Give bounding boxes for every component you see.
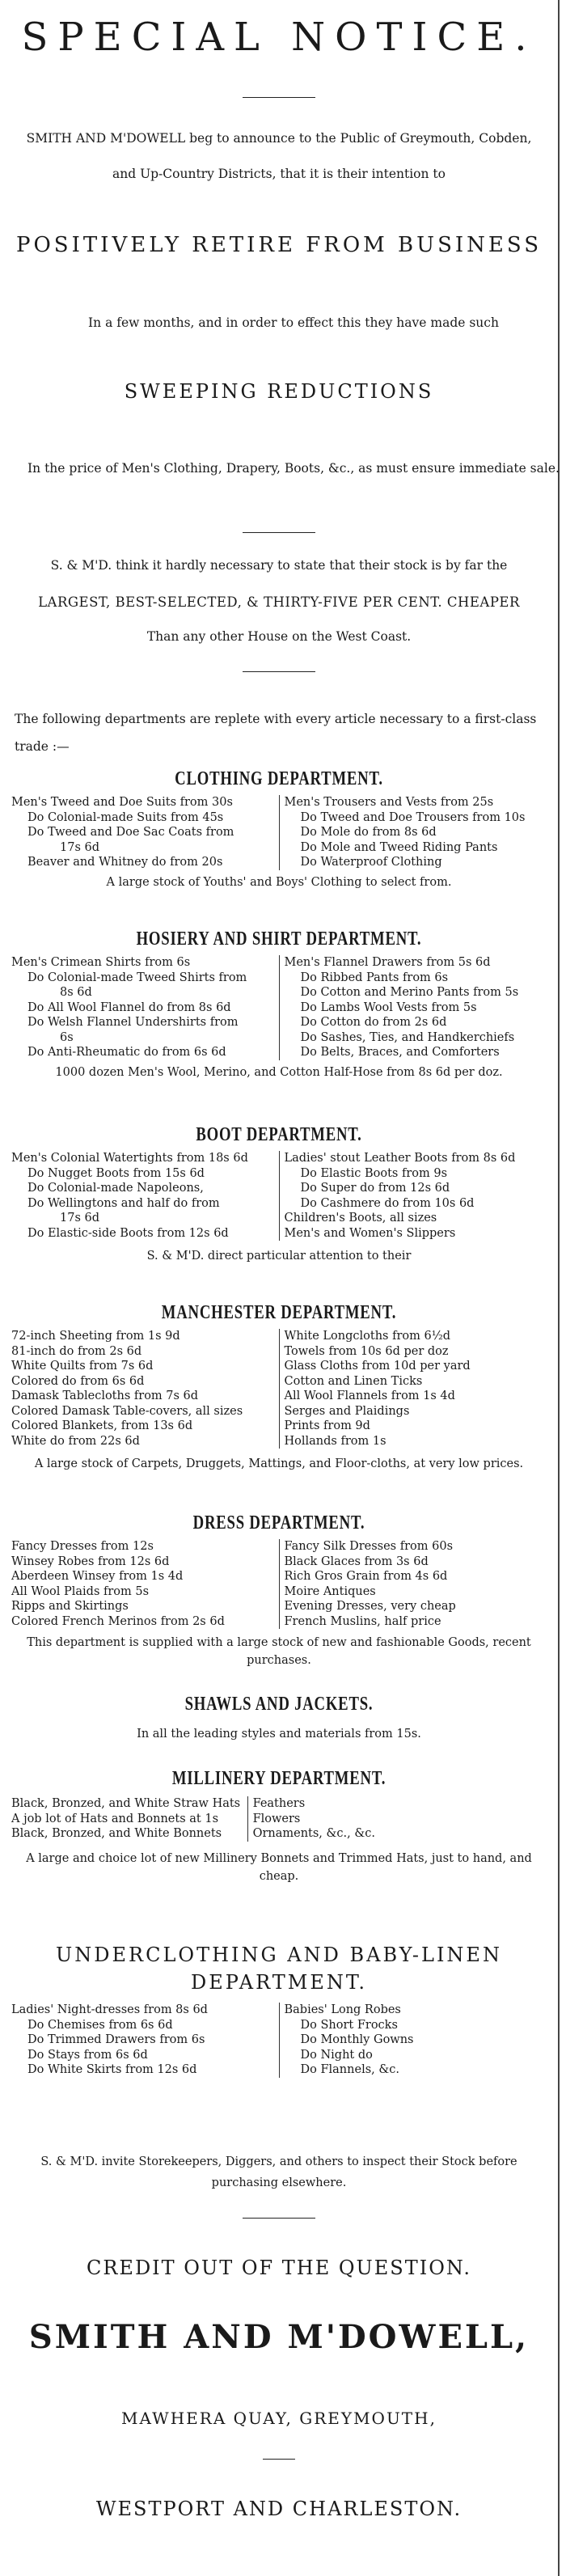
list-item: Do All Wool Flannel do from 8s 6d (27, 1000, 231, 1014)
list-item: Do Colonial-made Napoleons, (27, 1182, 204, 1195)
stock-block (0, 555, 558, 647)
invite-line: S. & M'D. invite Storekeepers, Diggers, and others to inspect their Stock before purchasing elsewhere. (40, 2155, 517, 2189)
list-item: Do Flannels, &c. (300, 2063, 399, 2076)
boot-left-column (6, 1151, 279, 1241)
list-item: Beaver and Whitney do from 20s (27, 856, 223, 869)
list-item: 6s (60, 1030, 74, 1044)
list-item: Towels from 10s 6d per doz (284, 1344, 449, 1358)
manchester-title: MANCHESTER DEPARTMENT. (161, 1302, 397, 1323)
list-item: Aberdeen Winsey from 1s 4d (11, 1570, 184, 1583)
list-item: Do Colonial-made Tweed Shirts from (27, 971, 247, 984)
intro (0, 128, 558, 184)
address-line: MAWHERA QUAY, GREYMOUTH, (121, 2409, 437, 2428)
list-item: Flowers (252, 1812, 301, 1825)
dress-department (0, 1512, 558, 1669)
list-item: Black Glaces from 3s 6d (284, 1554, 429, 1568)
hosiery-right-column (279, 955, 552, 1060)
header (0, 0, 558, 60)
boot-department (0, 1124, 558, 1265)
list-item: 17s 6d (60, 1212, 100, 1225)
boot-note: S. & M'D. direct particular attention to their (146, 1250, 412, 1263)
millinery-department (0, 1768, 558, 1885)
list-item: Do Cotton do from 2s 6d (300, 1016, 447, 1029)
clothing-left-column (6, 795, 279, 870)
millinery-left-column (6, 1796, 247, 1842)
list-item: Do Chemises from 6s 6d (27, 2018, 173, 2032)
list-item: Do Waterproof Clothing (300, 856, 442, 869)
list-item: All Wool Flannels from 1s 4d (284, 1390, 455, 1402)
list-item: Do Elastic-side Boots from 12s 6d (27, 1226, 229, 1240)
list-item: Rich Gros Grain from 4s 6d (284, 1570, 448, 1583)
sweeping-heading: SWEEPING REDUCTIONS (124, 380, 434, 403)
underclothing-right-column (279, 2003, 552, 2078)
list-item: Men's Tweed and Doe Suits from 30s (11, 796, 233, 809)
list-item: Do Cashmere do from 10s 6d (300, 1196, 475, 1210)
list-item: Do Stays from 6s 6d (27, 2048, 148, 2062)
list-item: Do Ribbed Pants from 6s (300, 971, 449, 984)
millinery-title: MILLINERY DEPARTMENT. (171, 1768, 386, 1789)
list-item: Do Colonial-made Suits from 45s (27, 810, 224, 824)
dress-right-column (279, 1539, 552, 1629)
list-item: 81-inch do from 2s 6d (11, 1344, 142, 1358)
list-item: Do Trimmed Drawers from 6s (27, 2033, 205, 2046)
millinery-note: A large and choice lot of new Millinery Bonnets and Trimmed Hats, just to hand, and cheap. (26, 1851, 532, 1883)
list-item: Ladies' stout Leather Boots from 8s 6d (284, 1152, 516, 1165)
list-item: Do Mole do from 8s 6d (300, 826, 437, 839)
list-item: Winsey Robes from 12s 6d (11, 1554, 170, 1568)
boot-right-column (279, 1151, 552, 1241)
list-item: Hollands from 1s (284, 1434, 386, 1448)
list-item: Colored do from 6s 6d (11, 1374, 145, 1388)
list-item: White do from 22s 6d (11, 1434, 140, 1448)
list-item: Babies' Long Robes (284, 2003, 401, 2016)
retire-heading: POSITIVELY RETIRE FROM BUSINESS (15, 233, 543, 257)
hosiery-note: 1000 dozen Men's Wool, Merino, and Cotton Half-Hose from 8s 6d per doz. (55, 1065, 503, 1079)
list-item: French Muslins, half price (284, 1614, 441, 1628)
departments-intro-text: The following departments are replete with every article necessary to a first-class trade :— (15, 712, 537, 754)
list-item: Do Elastic Boots from 9s (300, 1166, 448, 1180)
manchester-department (0, 1302, 558, 1473)
boot-title: BOOT DEPARTMENT. (196, 1124, 362, 1145)
list-item: Evening Dresses, very cheap (284, 1600, 456, 1613)
underclothing-department (0, 1941, 558, 2078)
clothing-right-column (279, 795, 552, 870)
list-item: 8s 6d (60, 986, 92, 999)
list-item: Prints from 9d (284, 1419, 370, 1432)
list-item: Do Anti-Rheumatic do from 6s 6d (27, 1046, 226, 1059)
list-item: White Quilts from 7s 6d (11, 1360, 154, 1373)
list-item: Do Night do (300, 2048, 373, 2062)
list-item: Do Wellingtons and half do from (27, 1196, 220, 1210)
list-item: Men's Flannel Drawers from 5s 6d (284, 956, 491, 969)
list-item: Colored Damask Table-covers, all sizes (11, 1404, 243, 1418)
list-item: Do Monthly Gowns (300, 2033, 414, 2046)
list-item: White Longcloths from 6½d (284, 1330, 451, 1343)
list-item: Colored French Merinos from 2s 6d (11, 1614, 225, 1628)
divider (263, 2459, 295, 2460)
list-item: Ornaments, &c., &c. (252, 1827, 376, 1840)
manchester-left-column (6, 1329, 279, 1449)
list-item: Ladies' Night-dresses from 8s 6d (11, 2003, 208, 2016)
list-item: Men's Trousers and Vests from 25s (284, 796, 494, 809)
divider (243, 532, 315, 533)
divider (243, 671, 315, 672)
dress-title: DRESS DEPARTMENT. (192, 1512, 365, 1533)
firm-name: SMITH AND M'DOWELL, (28, 2318, 530, 2356)
list-item: Serges and Plaidings (284, 1404, 410, 1418)
stock-line-3: Than any other House on the West Coast. (146, 629, 412, 644)
list-item: Do Welsh Flannel Undershirts from (27, 1016, 239, 1029)
millinery-right-column (247, 1796, 551, 1842)
list-item: A job lot of Hats and Bonnets at 1s (11, 1812, 219, 1825)
page-title: SPECIAL NOTICE. (21, 15, 537, 60)
branches-line: WESTPORT AND CHARLESTON. (95, 2498, 463, 2520)
list-item: Black, Bronzed, and White Bonnets (11, 1827, 222, 1840)
divider (243, 2218, 315, 2219)
list-item: Men's and Women's Slippers (284, 1226, 456, 1240)
list-item: Fancy Silk Dresses from 60s (284, 1540, 454, 1553)
list-item: Ripps and Skirtings (11, 1600, 129, 1613)
list-item: Glass Cloths from 10d per yard (284, 1360, 471, 1373)
list-item: Feathers (252, 1797, 306, 1810)
list-item: Do Lambs Wool Vests from 5s (300, 1000, 477, 1014)
intro-line-2: and Up-Country Districts, that it is their intention to (112, 167, 446, 181)
credit-heading: CREDIT OUT OF THE QUESTION. (86, 2257, 471, 2279)
months-line: In a few months, and in order to effect this they have made such (88, 315, 499, 330)
list-item: Do Super do from 12s 6d (300, 1182, 450, 1195)
list-item: Do Tweed and Doe Sac Coats from (27, 826, 234, 839)
list-item: Do Short Frocks (300, 2018, 398, 2032)
list-item: Moire Antiques (284, 1584, 376, 1598)
list-item: 72-inch Sheeting from 1s 9d (11, 1330, 180, 1343)
divider (243, 97, 315, 98)
manchester-right-column (279, 1329, 552, 1449)
hosiery-left-column (6, 955, 279, 1060)
departments-intro (0, 705, 558, 760)
list-item: All Wool Plaids from 5s (11, 1584, 150, 1598)
list-item: Do Nugget Boots from 15s 6d (27, 1166, 205, 1180)
list-item: Black, Bronzed, and White Straw Hats (11, 1797, 241, 1810)
clothing-title: CLOTHING DEPARTMENT. (175, 768, 383, 789)
list-item: Do Sashes, Ties, and Handkerchiefs (300, 1030, 515, 1044)
list-item: Colored Blankets, from 13s 6d (11, 1419, 193, 1432)
list-item: Do White Skirts from 12s 6d (27, 2063, 197, 2076)
list-item: Do Tweed and Doe Trousers from 10s (300, 810, 526, 824)
clothing-department (0, 768, 558, 891)
list-item: Fancy Dresses from 12s (11, 1540, 154, 1553)
list-item: Damask Tablecloths from 7s 6d (11, 1390, 199, 1402)
shawls-department (0, 1694, 558, 1743)
list-item: Children's Boots, all sizes (284, 1212, 437, 1225)
stock-line-1: S. & M'D. think it hardly necessary to state that their stock is by far the (50, 558, 508, 573)
list-item: Men's Colonial Watertights from 18s 6d (11, 1152, 248, 1165)
underclothing-left-column (6, 2003, 279, 2078)
price-line: In the price of Men's Clothing, Drapery, Boots, &c., as must ensure immediate sale. (27, 461, 560, 476)
clothing-note: A large stock of Youths' and Boys' Clothing to select from. (106, 875, 452, 889)
list-item: Do Cotton and Merino Pants from 5s (300, 986, 519, 999)
shawls-title: SHAWLS AND JACKETS. (184, 1694, 374, 1715)
dress-left-column (6, 1539, 279, 1629)
stock-line-2: LARGEST, BEST-SELECTED, & THIRTY-FIVE PER CENT. CHEAPER (38, 594, 520, 610)
hosiery-title: HOSIERY AND SHIRT DEPARTMENT. (136, 928, 422, 950)
list-item: Men's Crimean Shirts from 6s (11, 956, 191, 969)
underclothing-title: UNDERCLOTHING AND BABY-LINEN DEPARTMENT. (56, 1944, 502, 1994)
dress-note: This department is supplied with a large stock of new and fashionable Goods, recent purchases. (27, 1636, 531, 1667)
shawls-note: In all the leading styles and materials from 15s. (137, 1728, 421, 1741)
list-item: Cotton and Linen Ticks (284, 1374, 423, 1388)
hosiery-department (0, 928, 558, 1081)
intro-line-1: SMITH AND M'DOWELL beg to announce to the Public of Greymouth, Cobden, (26, 131, 532, 146)
list-item: 17s 6d (60, 840, 100, 854)
list-item: Do Belts, Braces, and Comforters (300, 1046, 500, 1059)
manchester-note: A large stock of Carpets, Druggets, Mattings, and Floor-cloths, at very low prices. (34, 1457, 524, 1470)
list-item: Do Mole and Tweed Riding Pants (300, 840, 498, 854)
